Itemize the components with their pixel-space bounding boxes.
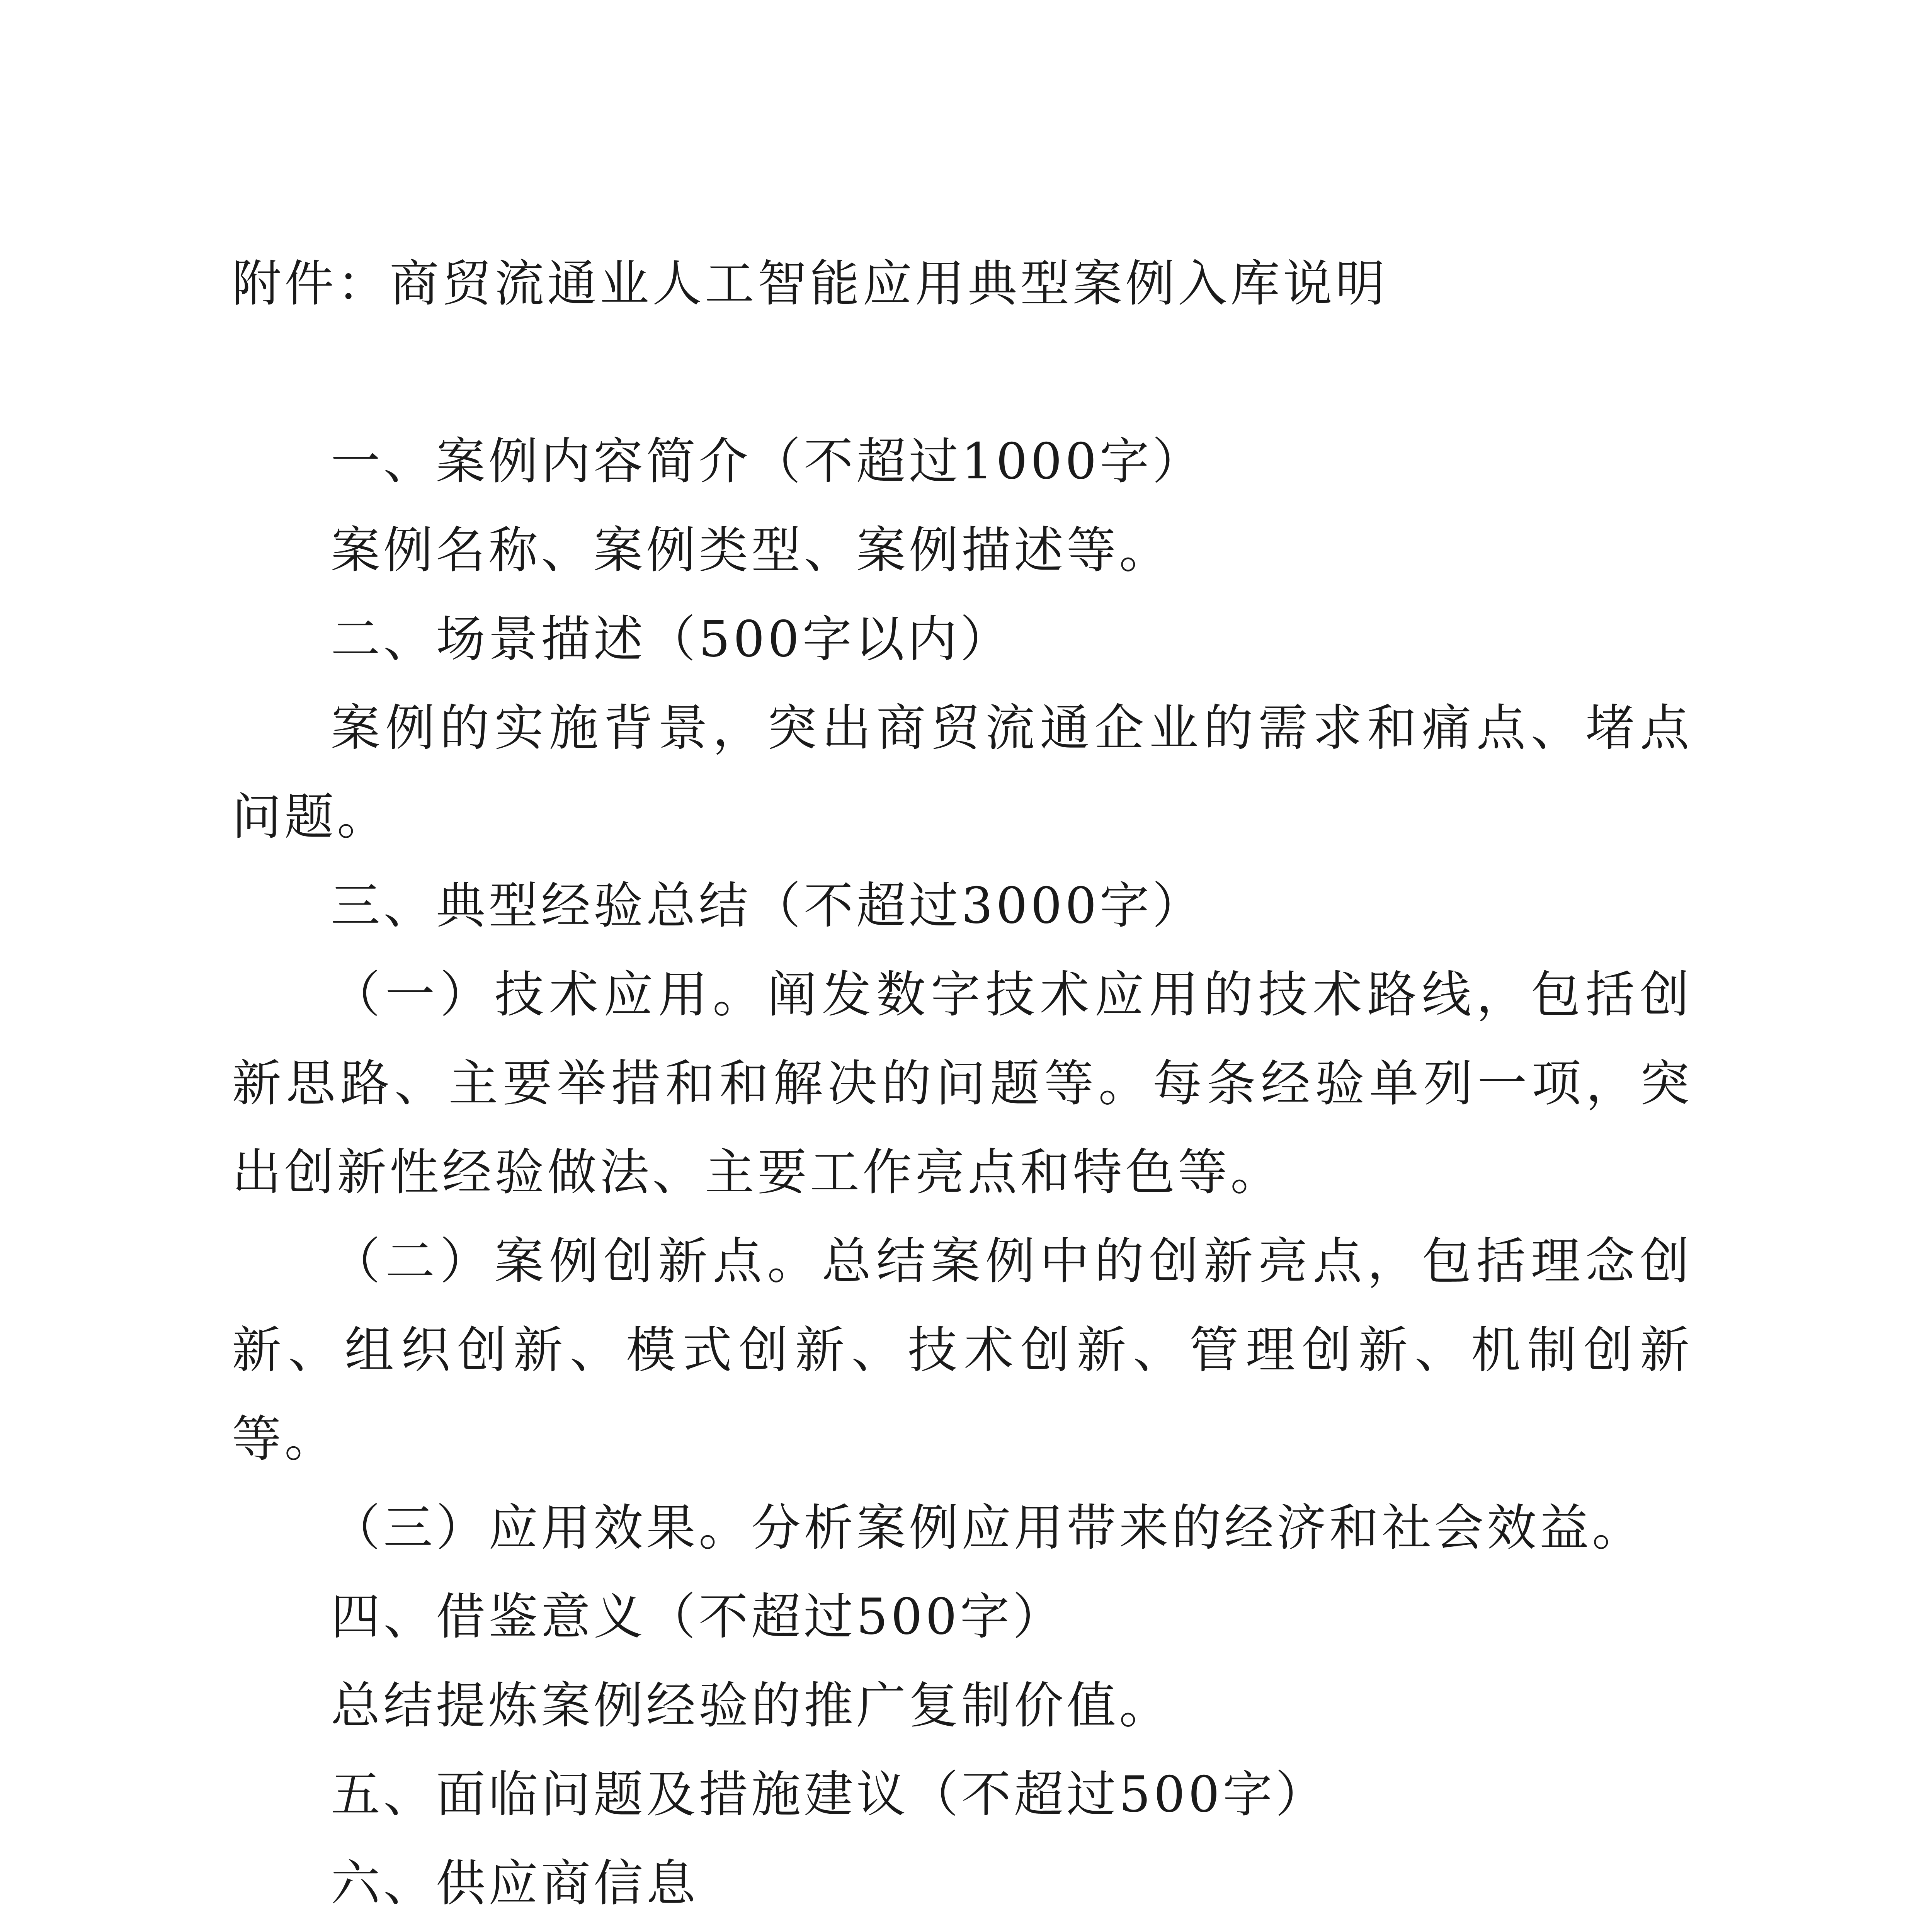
subsection-1: （一）技术应用。阐发数字技术应用的技术路线，包括创新思路、主要举措和和解决的问题等。每条经验单列一项，突出创新性经验做法、主要工作亮点和特色等。 bbox=[232, 966, 1692, 1201]
section-text-6 bbox=[232, 1928, 1692, 1932]
section-heading-1: 一、案例内容简介（不超过1000字） bbox=[331, 433, 1205, 490]
section-text-1: 案例名称、案例类型、案例描述等。 bbox=[331, 522, 1172, 579]
document-title: 附件：商贸流通业人工智能应用典型案例入库说明 bbox=[232, 255, 1388, 313]
document-body bbox=[232, 240, 1692, 1932]
section-heading-4: 四、借鉴意义（不超过500字） bbox=[331, 1588, 1065, 1646]
section-heading-2: 二、场景描述（500字以内） bbox=[331, 611, 1013, 668]
section-heading-3: 三、典型经验总结（不超过3000字） bbox=[331, 877, 1205, 935]
subsection-3: （三）应用效果。分析案例应用带来的经济和社会效益。 bbox=[331, 1499, 1645, 1557]
section-heading-5: 五、面临问题及措施建议（不超过500字） bbox=[331, 1766, 1328, 1823]
section-text-4: 总结提炼案例经验的推广复制价值。 bbox=[331, 1677, 1172, 1735]
section-heading-6: 六、供应商信息 bbox=[331, 1855, 699, 1912]
subsection-2: （二）案例创新点。总结案例中的创新亮点，包括理念创新、组织创新、模式创新、技术创新、管理创新、机制创新等。 bbox=[232, 1233, 1692, 1468]
section-text-2: 案例的实施背景，突出商贸流通企业的需求和痛点、堵点问题。 bbox=[232, 699, 1692, 846]
